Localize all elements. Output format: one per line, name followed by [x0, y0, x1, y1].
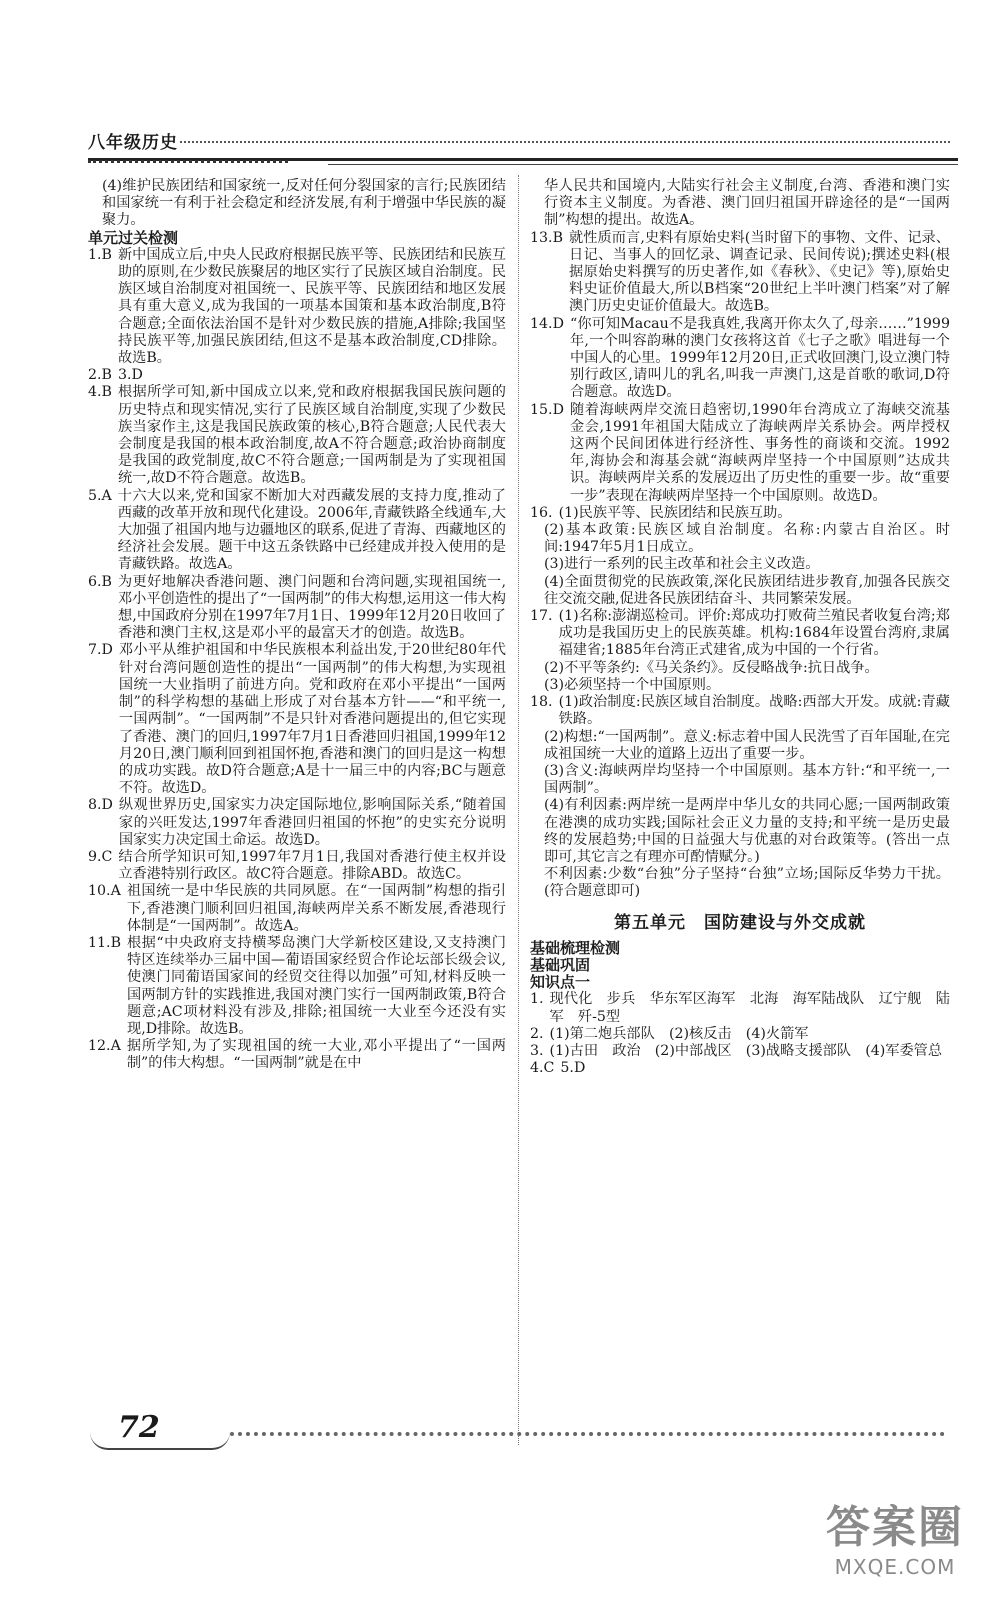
section-heading: 知识点一: [530, 973, 591, 992]
answer-number: 2.: [530, 1025, 544, 1042]
answer-paragraph: (4)全面贯彻党的民族政策,深化民族团结进步教育,加强各民族交往交流交融,促进各民族团结奋斗、共同繁荣发展。: [544, 573, 950, 607]
answer-item: [88, 935, 506, 1038]
page-number: 72: [118, 1410, 160, 1445]
answer-number: 14.D: [530, 315, 564, 332]
answer-item: [530, 402, 950, 505]
answer-text: (1)名称:澎湖巡检司。评价:郑成功打败荷兰殖民者收复台湾;郑成功是我国历史上的民族英雄。机构:1684年设置台湾府,隶属福建省;1885年台湾正式建省,成为中国的一个行省。: [558, 608, 950, 659]
answer-item: [88, 488, 506, 574]
left-column: [88, 178, 506, 1073]
answer-paragraph: 华人民共和国境内,大陆实行社会主义制度,台湾、香港和澳门实行资本主义制度。为香港、澳门回归祖国开辟途径的是“一国两制”构想的提出。故选A。: [544, 178, 950, 229]
answer-text: 根据所学可知,新中国成立以来,党和政府根据我国民族问题的历史特点和现实情况,实行了民族区域自治制度,实现了少数民族当家作主,这是我国民族政策的核心,B符合题意;人民代表大会制度是我国的根本政治制度,故A不符合题意;政治协商制度是我国的政党制度,故C不符合题意;一国两制是为了实现祖国统一,故D不符合题意。故选B。: [117, 384, 506, 487]
answer-number: 8.D: [88, 797, 113, 814]
header-title: 八年级历史: [88, 133, 178, 153]
header-thin-rule: [328, 164, 958, 165]
answer-text: (1)民族平等、民族团结和民族互助。: [558, 504, 792, 521]
right-column: [530, 178, 950, 1077]
section-heading: 单元过关检测: [88, 228, 179, 247]
watermark-text: 答案圈: [826, 1502, 964, 1553]
section-heading: 基础巩固: [530, 955, 591, 974]
answer-number: 12.A: [88, 1038, 121, 1055]
answer-number: 15.D: [530, 401, 564, 418]
answer-item: [530, 1026, 950, 1043]
answer-number: 13.B: [530, 229, 563, 246]
answer-text: 结合所学知识可知,1997年7月1日,我国对香港行使主权并设立香港特别行政区。故C符合题意。排除ABD。故选C。: [118, 848, 506, 883]
section-heading: 基础梳理检测: [530, 938, 621, 957]
answer-number: 16.: [530, 504, 553, 521]
answer-paragraph: (2)构想:“一国两制”。意义:标志着中国人民洗雪了百年国耻,在完成祖国统一大业的道路上迈出了重要一步。: [544, 728, 950, 762]
answer-number: 2.B: [88, 367, 112, 384]
answer-item: [88, 1038, 506, 1072]
answer-text: 据所学知,为了实现祖国的统一大业,邓小平提出了“一国两制”的伟大构想。“一国两制”就是在中: [126, 1038, 506, 1072]
answer-text: 为更好地解决香港问题、澳门问题和台湾问题,实现祖国统一,邓小平创造性的提出了“一国两制”的伟大构想,运用这一伟大构想,中国政府分别在1997年7月1日、1999年12月20日收回了香港和澳门主权,这是邓小平的最富天才的创造。故选B。: [117, 573, 506, 642]
answer-number: 6.B: [88, 573, 112, 590]
answer-paragraph: (3)必须坚持一个中国原则。: [544, 676, 721, 693]
answer-item: [530, 1043, 950, 1060]
answer-number: 9.C: [88, 848, 113, 865]
answer-item: [530, 505, 950, 522]
column-divider: [518, 175, 519, 1445]
answer-item: [88, 574, 506, 643]
answer-text: “你可知Macau不是我真姓,我离开你太久了,母亲……”1999年,一个叫容韵琳的澳门女孩将这首《七子之歌》唱进每一个中国人的心里。1999年12月20日,正式收回澳门,设立澳门特别行政区,请叫儿的乳名,叫我一声澳门,这是首歌的歌词,D符合题意。故选D。: [569, 315, 950, 401]
answer-item: [530, 694, 950, 728]
footer-dotted-rule: [230, 1432, 945, 1436]
answer-item: [88, 849, 506, 883]
answer-item: [530, 608, 950, 660]
answer-number: 3.: [530, 1042, 544, 1059]
unit-title: 第五单元 国防建设与外交成就: [614, 912, 866, 933]
answer-number: 1.B: [88, 246, 112, 263]
answer-text: (1)政治制度:民族区域自治制度。战略:西部大开发。成就:青藏铁路。: [558, 694, 950, 728]
answer-item: [530, 1060, 950, 1077]
answer-paragraph: (3)含义:海峡两岸均坚持一个中国原则。基本方针:“和平统一,一国两制”。: [544, 762, 950, 797]
answer-number: 18.: [530, 694, 553, 711]
answer-text: 就性质而言,史料有原始史料(当时留下的事物、文件、记录、日记、当事人的回忆录、调查记录、民间传说);撰述史料(根据原始史料撰写的历史著作,如《春秋》、《史记》等),原始史料史证价值最大,所以B档案“20世纪上半叶澳门档案”对了解澳门历史史证价值最大。故选B。: [569, 229, 950, 315]
answer-text: 随着海峡两岸交流日趋密切,1990年台湾成立了海峡交流基金会,1991年祖国大陆成立了海峡两岸关系协会。两岸授权这两个民间团体进行经济性、事务性的商谈和交流。1992年,海协会和海基会就“海峡两岸坚持一个中国原则”达成共识。海峡两岸关系的发展迈出了历史性的重要一步。故“重要一步”表现在海峡两岸坚持一个中国原则。故选D。: [569, 401, 950, 504]
answer-number: 4.B: [88, 384, 112, 401]
answer-number: 5.A: [88, 487, 112, 504]
answer-item: [530, 316, 950, 402]
answer-number: 11.B: [88, 934, 121, 951]
footer-swoosh-decoration: [90, 1432, 230, 1450]
answer-text: 5.D: [560, 1060, 586, 1077]
watermark-url: MXQE.COM: [834, 1555, 956, 1579]
watermark-logo: [800, 1500, 990, 1595]
answer-item: [530, 991, 950, 1025]
answer-number: 7.D: [88, 642, 113, 659]
answer-text: 3.D: [117, 367, 143, 384]
answer-paragraph: (2)不平等条约:《马关条约》。反侵略战争:抗日战争。: [544, 659, 879, 676]
answer-paragraph: (4)维护民族团结和国家统一,反对任何分裂国家的言行;民族团结和国家统一有利于社会稳定和经济发展,有利于增强中华民族的凝聚力。: [102, 178, 506, 229]
answer-number: 1.: [530, 991, 544, 1008]
answer-item: [88, 384, 506, 487]
answer-item: [88, 247, 506, 367]
answer-text: 祖国统一是中华民族的共同夙愿。在“一国两制”构想的指引下,香港澳门顺利回归祖国,海峡两岸关系不断发展,香港现行体制是“一国两制”。故选A。: [126, 883, 506, 934]
answer-item: [88, 883, 506, 935]
answer-text: 邓小平从维护祖国和中华民族根本利益出发,于20世纪80年代针对台湾问题创造性的提出“一国两制”的伟大构想,为实现祖国统一大业指明了前进方向。党和政府在邓小平提出“一国两制”的科学构想的基础上形成了对台基本方针——“和平统一,一国两制”。“一国两制”不是只针对香港问题提出的,但它实现了香港、澳门的回归,1997年7月1日香港回归祖国,1999年12月20日,澳门顺利回到祖国怀抱,香港和澳门的回归是这一构想的成功实践。故D符合题意;A是十一届三中的内容;BC与题意不符。故选D。: [118, 642, 506, 797]
header-dotted-rule: [180, 141, 950, 143]
answer-text: 根据“中央政府支持横琴岛澳门大学新校区建设,又支持澳门特区连续举办三届中国—葡语国家经贸合作论坛部长级会议,使澳门同葡语国家间的经贸交往得以加强”可知,材料反映一国两制方针的实践推进,我国对澳门实行一国两制政策,B符合题意;AC项材料没有涉及,排除;祖国统一大业至今还没有实现,D排除。故选B。: [127, 934, 506, 1037]
answer-text: 现代化 步兵 华东军区海军 北海 海军陆战队 辽宁舰 陆军 歼-5型: [549, 991, 950, 1025]
answer-paragraph: (4)有利因素:两岸统一是两岸中华儿女的共同心愿;一国两制政策在港澳的成功实践;国际社会正义力量的支持;和平统一是历史最终的发展趋势;中国的日益强大与优惠的对台政策等。(答出一点即可,其它言之有理亦可酌情赋分。): [544, 797, 950, 865]
answer-item: [88, 797, 506, 849]
answer-number: 4.C: [530, 1060, 555, 1077]
answer-number: 10.A: [88, 883, 121, 900]
answer-item: [530, 230, 950, 316]
answer-text: 十六大以来,党和国家不断加大对西藏发展的支持力度,推动了西藏的改革开放和现代化建设。2006年,青藏铁路全线通车,大大加强了祖国内地与边疆地区的联系,促进了青海、西藏地区的经济社会发展。题干中这五条铁路中已经建成并投入使用的是青藏铁路。故选A。: [117, 487, 506, 573]
answer-item: [88, 642, 506, 797]
answer-text: (1)第二炮兵部队 (2)核反击 (4)火箭军: [549, 1025, 809, 1042]
answer-paragraph: (2)基本政策:民族区域自治制度。名称:内蒙古自治区。时间:1947年5月1日成立。: [544, 522, 950, 556]
answer-text: 纵观世界历史,国家实力决定国际地位,影响国际关系,“随着国家的兴旺发达,1997年香港回归祖国的怀抱”的史实充分说明国家实力决定国土命运。故选D。: [118, 797, 506, 848]
answer-text: 新中国成立后,中央人民政府根据民族平等、民族团结和民族互助的原则,在少数民族聚居的地区实行了民族区域自治制度。民族区域自治制度对祖国统一、民族平等、民族团结和地区发展具有重大意义,成为我国的一项基本国策和基本政治制度,B符合题意;全面依法治国不是针对少数民族的措施,A排除;我国坚持民族平等,加强民族团结,但这不是基本政治制度,CD排除。故选B。: [117, 246, 506, 367]
answer-paragraph: 不利因素:少数“台独”分子坚持“台独”立场;国际反华势力干扰。(符合题意即可): [544, 866, 950, 900]
answer-number: 17.: [530, 608, 553, 625]
answer-paragraph: (3)进行一系列的民主改革和社会主义改造。: [544, 556, 820, 573]
header-decoration: [88, 160, 288, 163]
answer-item: [88, 367, 506, 384]
answer-text: (1)古田 政治 (2)中部战区 (3)战略支援部队 (4)军委管总: [549, 1042, 943, 1059]
